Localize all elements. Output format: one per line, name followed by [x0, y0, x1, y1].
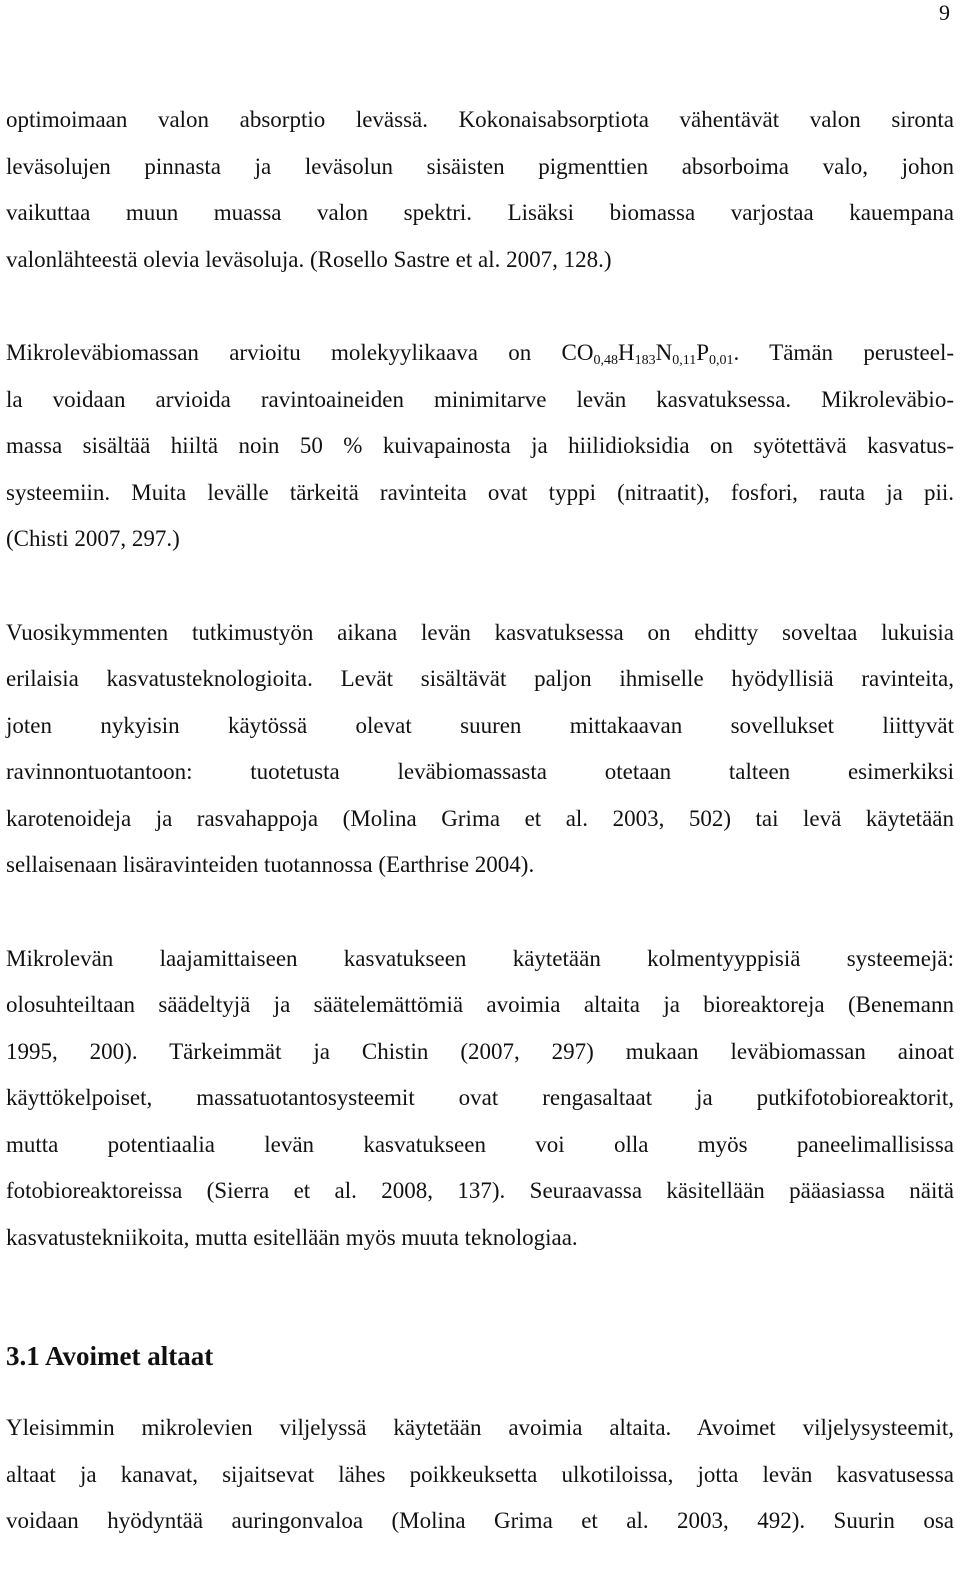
text-line: joten nykyisin käytössä olevat suuren mittakaavan sovellukset liittyvät — [6, 712, 954, 738]
document-body — [6, 97, 954, 1545]
paragraph-open-ponds — [6, 1405, 954, 1545]
formula-subscript: 0,48 — [593, 353, 618, 368]
text-line: olosuhteiltaan säädeltyjä ja säätelemättömiä avoimia altaita ja bioreaktoreja (Benemann — [6, 992, 954, 1017]
formula-line — [6, 330, 954, 377]
text-line: erilaisia kasvatusteknologioita. Levät sisältävät paljon ihmiselle hyödyllisiä ravinteita, — [6, 666, 954, 691]
text-line: karotenoideja ja rasvahappoja (Molina Grima et al. 2003, 502) tai levä käytetään — [6, 805, 954, 831]
formula-subscript: 183 — [634, 353, 656, 368]
section-heading: 3.1 Avoimet altaat — [6, 1341, 214, 1371]
text-line: optimoimaan valon absorptio levässä. Kokonaisabsorptiota vähentävät valon sironta — [6, 107, 954, 132]
text-line: valonlähteestä olevia leväsoluja. (Rosello Sastre et al. 2007, 128.) — [6, 246, 612, 272]
text-line: mutta potentiaalia levän kasvatukseen voi olla myös paneelimallisissa — [6, 1131, 954, 1157]
paragraph-large-scale-systems — [6, 936, 954, 1262]
text-line: systeemiin. Muita levälle tärkeitä ravinteita ovat typpi (nitraatit), fosfori, rauta ja pii. — [6, 479, 954, 505]
formula-element: N — [655, 340, 673, 365]
formula-element: P — [696, 340, 710, 365]
paragraph-light-absorption — [6, 97, 954, 283]
text-line: vaikuttaa muun muassa valon spektri. Lisäksi biomassa varjostaa kauempana — [6, 200, 954, 225]
text-line: Mikrolevän laajamittaiseen kasvatukseen käytetään kolmentyyppisiä systeemejä: — [6, 945, 954, 971]
paragraph-cultivation-research — [6, 610, 954, 889]
formula-prefix: Mikroleväbiomassan arvioitu molekyylikaava on CO — [6, 340, 594, 365]
text-line: ravinnontuotantoon: tuotetusta leväbiomassasta otetaan talteen esimerkiksi — [6, 759, 954, 784]
text-line: la voidaan arvioida ravintoaineiden minimitarve levän kasvatuksessa. Mikroleväbio- — [6, 386, 954, 412]
text-line: fotobioreaktoreissa (Sierra et al. 2008, 137). Seuraavassa käsitellään pääasiassa näitä — [6, 1178, 954, 1203]
paragraph-molecular-formula — [6, 330, 954, 563]
formula-suffix: . Tämän perusteel- — [733, 340, 954, 365]
text-line: leväsolujen pinnasta ja leväsolun sisäisten pigmenttien absorboima valo, johon — [6, 153, 954, 179]
text-line: kasvatustekniikoita, mutta esitellään myös muuta teknologiaa. — [6, 1224, 578, 1250]
text-line: sellaisenaan lisäravinteiden tuotannossa (Earthrise 2004). — [6, 852, 535, 877]
text-line: käyttökelpoiset, massatuotantosysteemit ovat rengasaltaat ja putkifotobioreaktorit, — [6, 1085, 954, 1110]
page-number: 9 — [939, 0, 950, 25]
text-line: Yleisimmin mikrolevien viljelyssä käytetään avoimia altaita. Avoimet viljelysysteemit, — [6, 1415, 954, 1440]
formula-element: H — [618, 340, 635, 365]
text-line: massa sisältää hiiltä noin 50 % kuivapainosta ja hiilidioksidia on syötettävä kasvatus- — [6, 433, 954, 458]
text-line: altaat ja kanavat, sijaitsevat lähes poikkeuksetta ulkotiloissa, jotta levän kasvatusessa — [6, 1461, 954, 1487]
formula-subscript: 0,01 — [709, 353, 734, 368]
text-line: voidaan hyödyntää auringonvaloa (Molina Grima et al. 2003, 492). Suurin osa — [6, 1508, 954, 1533]
text-line: Vuosikymmenten tutkimustyön aikana levän kasvatuksessa on ehditty soveltaa lukuisia — [6, 619, 954, 645]
formula-subscript: 0,11 — [672, 353, 697, 368]
text-line: (Chisti 2007, 297.) — [6, 526, 180, 551]
text-line: 1995, 200). Tärkeimmät ja Chistin (2007, 297) mukaan leväbiomassan ainoat — [6, 1038, 954, 1064]
